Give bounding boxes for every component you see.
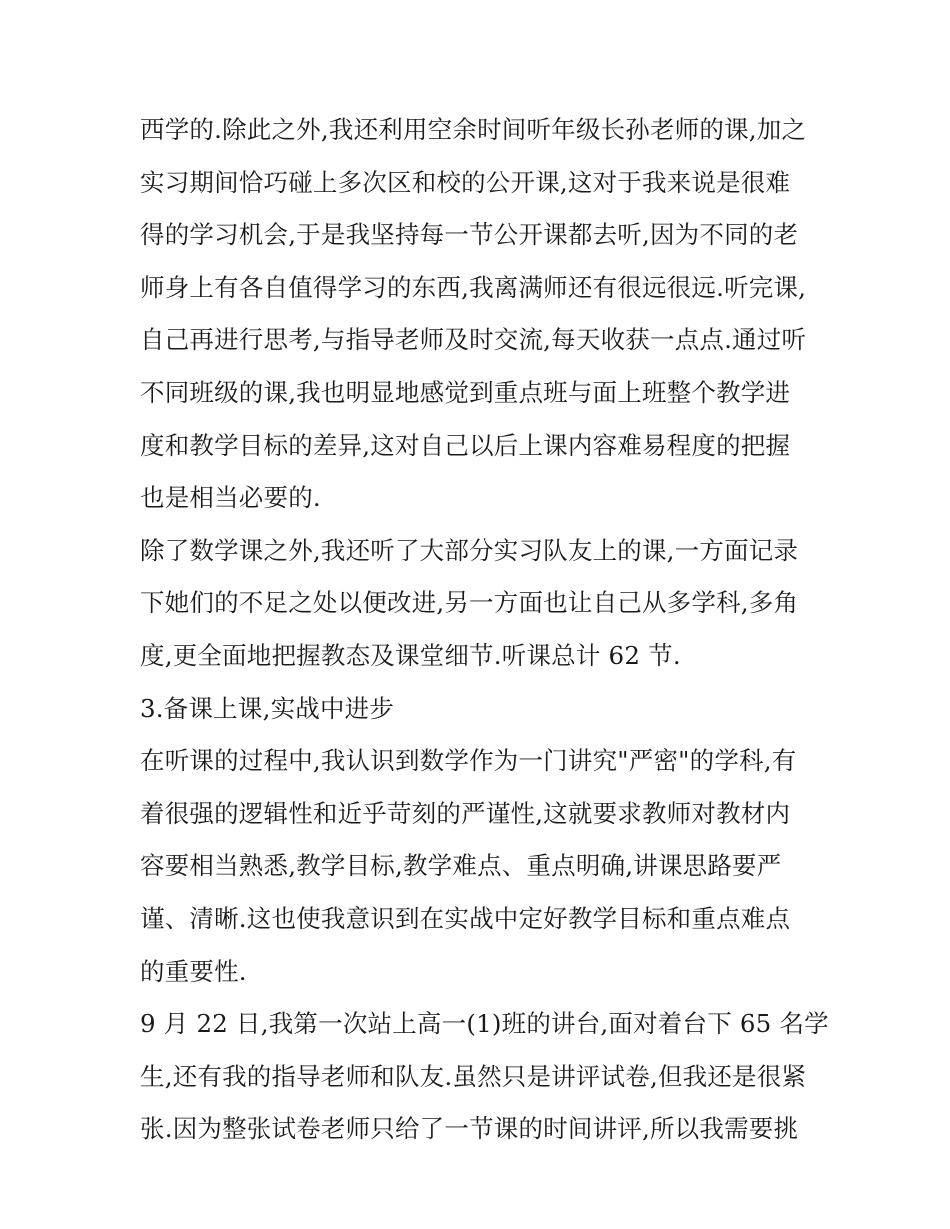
document-body bbox=[140, 104, 829, 1156]
text-line: 得的学习机会,于是我坚持每一节公开课都去听,因为不同的老 bbox=[140, 220, 799, 250]
text-line: 西学的.除此之外,我还利用空余时间听年级长孙老师的课,加之 bbox=[140, 115, 807, 144]
text-line: 容要相当熟悉,教学目标,教学难点、重点明确,讲课思路要严 bbox=[140, 851, 782, 881]
text-line: 9 月 22 日,我第一次站上高一(1)班的讲台,面对着台下 65 名学 bbox=[140, 1009, 829, 1039]
text-line: 师身上有各自值得学习的东西,我离满师还有很远很远.听完课, bbox=[140, 272, 807, 302]
text-line: 在听课的过程中,我认识到数学作为一门讲究"严密"的学科,有 bbox=[140, 746, 797, 776]
text-line: 张.因为整张试卷老师只给了一节课的时间讲评,所以我需要挑 bbox=[140, 1114, 799, 1144]
text-line: 度和教学目标的差异,这对自己以后上课内容难易程度的把握 bbox=[140, 430, 791, 460]
text-line: 自己再进行思考,与指导老师及时交流,每天收获一点点.通过听 bbox=[140, 325, 807, 355]
text-line: 下她们的不足之处以便改进,另一方面也让自己从多学科,多角 bbox=[140, 588, 799, 618]
text-line: 实习期间恰巧碰上多次区和校的公开课,这对于我来说是很难 bbox=[140, 167, 791, 197]
section-heading: 3.备课上课,实战中进步 bbox=[140, 693, 395, 723]
text-line: 除了数学课之外,我还听了大部分实习队友上的课,一方面记录 bbox=[140, 535, 799, 565]
text-line: 不同班级的课,我也明显地感觉到重点班与面上班整个教学进 bbox=[140, 377, 791, 407]
text-line: 谨、清晰.这也使我意识到在实战中定好教学目标和重点难点 bbox=[140, 903, 791, 933]
text-line: 也是相当必要的. bbox=[140, 483, 321, 513]
text-line: 度,更全面地把握教态及课堂细节.听课总计 62 节. bbox=[140, 640, 681, 670]
text-line: 生,还有我的指导老师和队友.虽然只是讲评试卷,但我还是很紧 bbox=[140, 1061, 807, 1091]
text-line: 着很强的逻辑性和近乎苛刻的严谨性,这就要求教师对教材内 bbox=[140, 798, 791, 828]
text-line: 的重要性. bbox=[140, 956, 247, 986]
